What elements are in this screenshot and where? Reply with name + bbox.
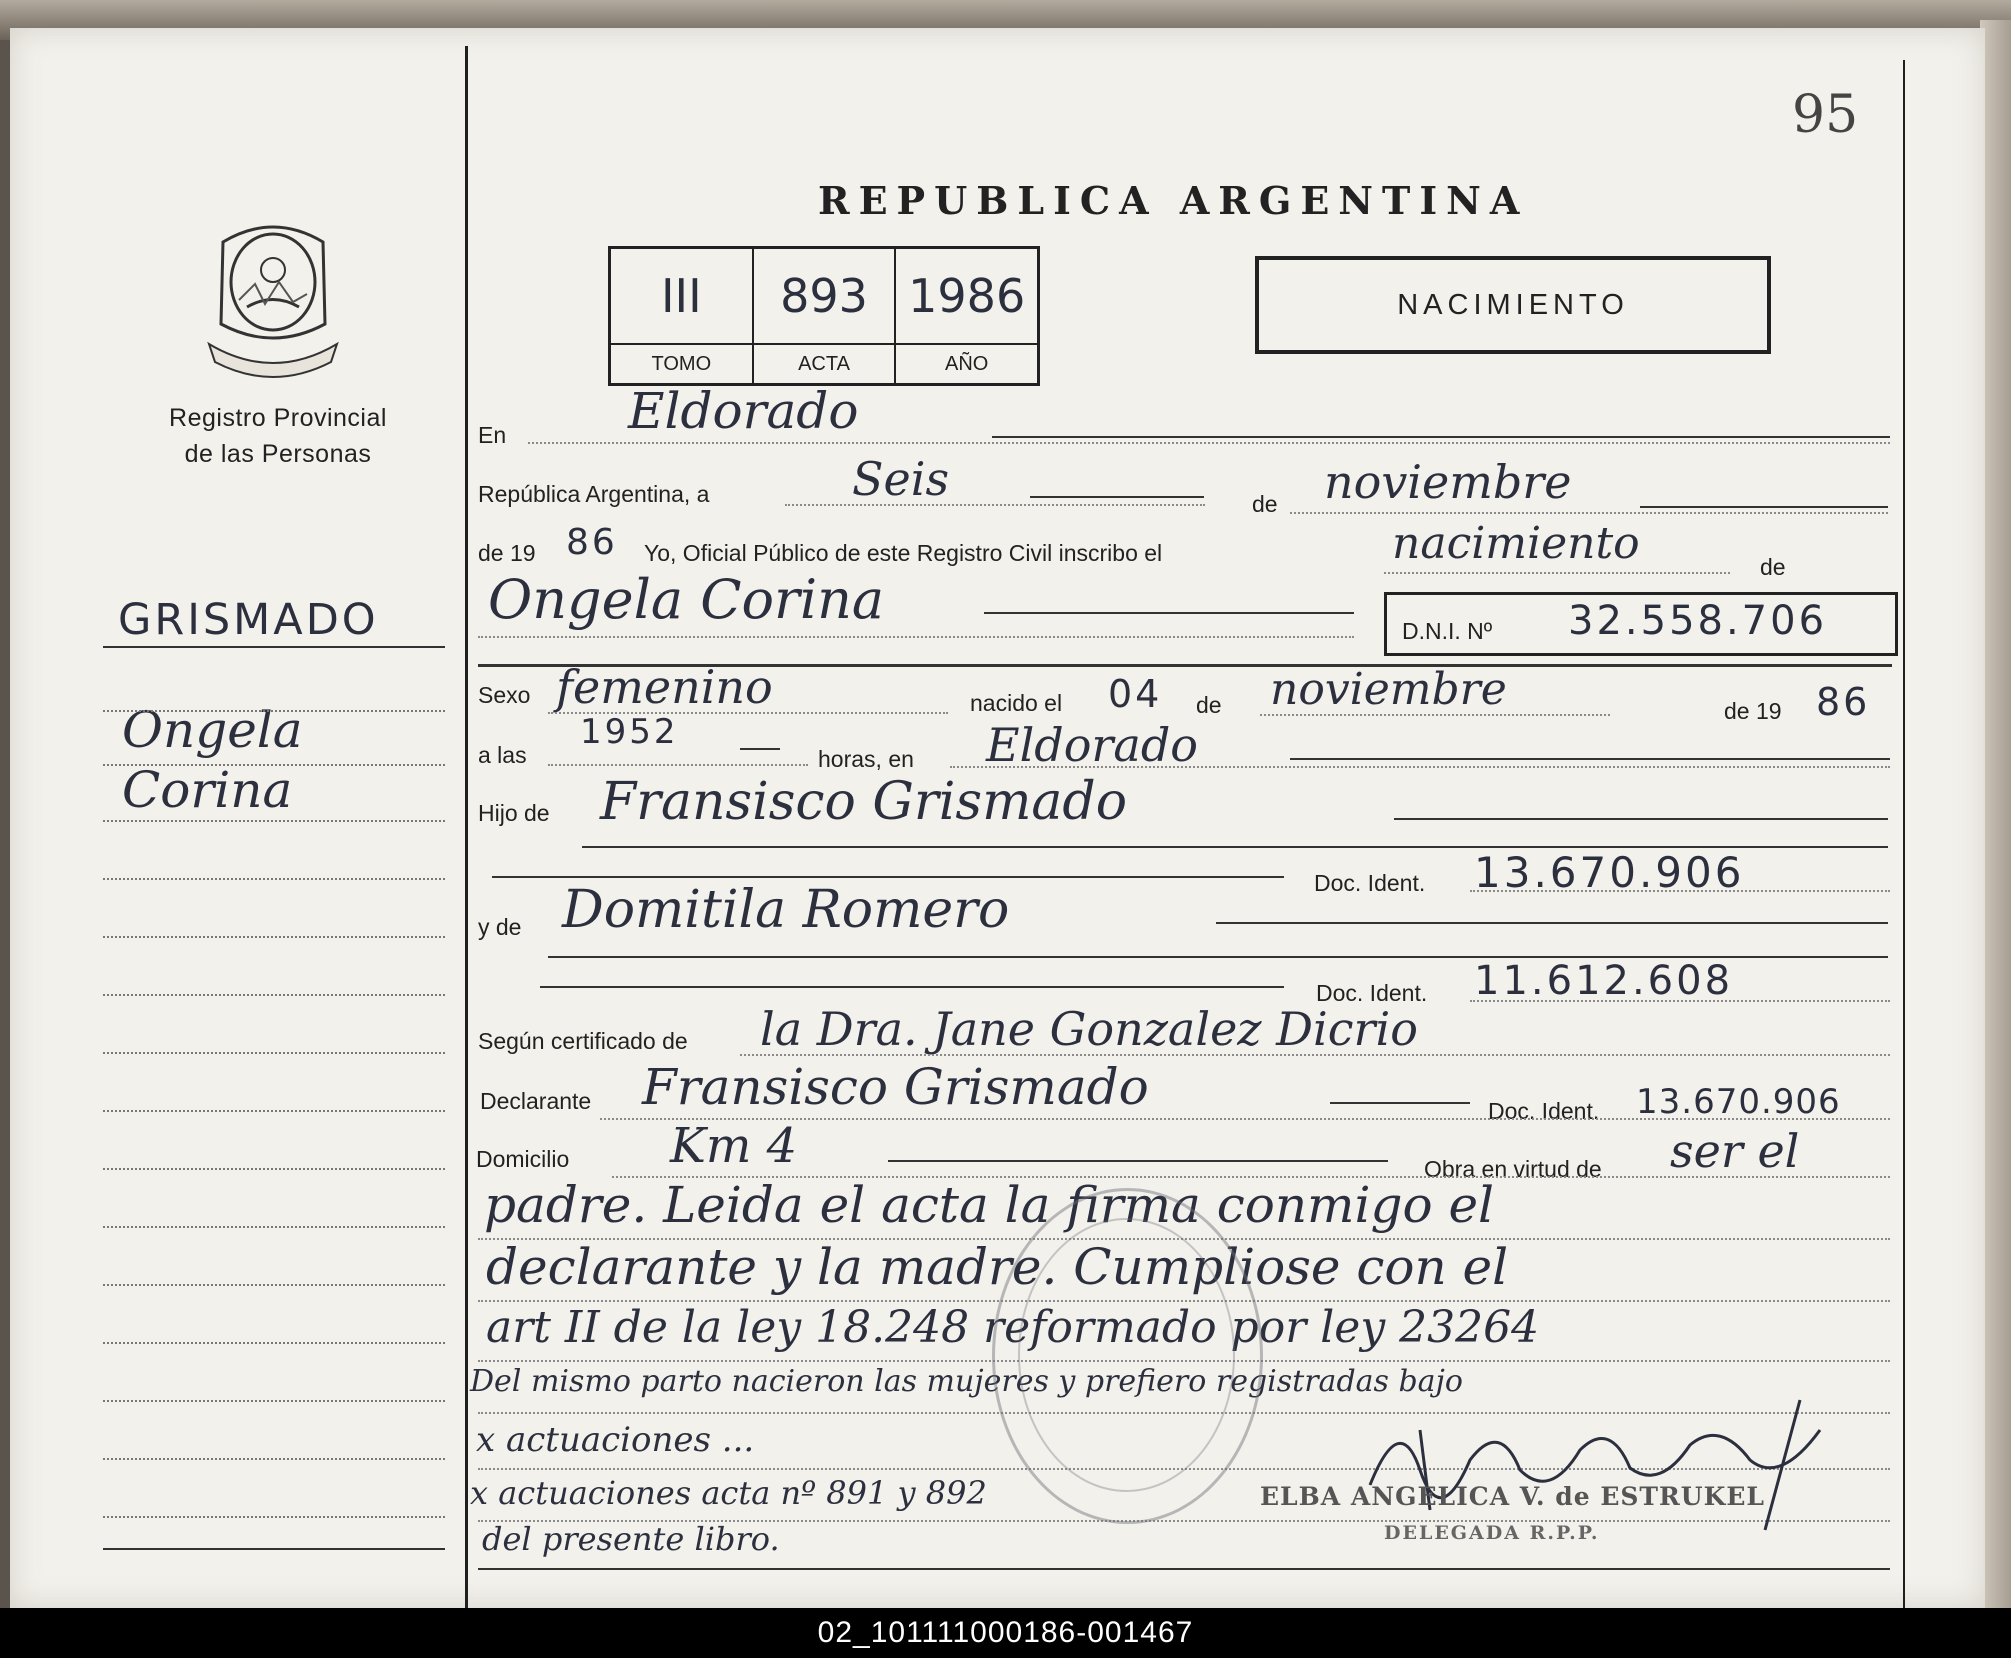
birth-place-dotted xyxy=(950,766,1890,768)
de19-label: de 19 xyxy=(478,540,536,566)
birth-month-dotted xyxy=(1260,714,1610,716)
hijo-label: Hijo de xyxy=(478,800,550,826)
horas-label: horas, en xyxy=(818,746,914,772)
stub-given-name-line-1: Ongela xyxy=(122,701,303,759)
ano-cell xyxy=(896,249,1037,383)
month-underline xyxy=(1640,506,1888,508)
address-value: Km 4 xyxy=(670,1118,798,1174)
note-line-3: art II de la ley 18.248 reformado por ley 23264 xyxy=(486,1302,1540,1353)
stub-dotted-line xyxy=(103,1516,445,1518)
birth-time-dotted xyxy=(548,764,808,766)
de-label: de xyxy=(1252,491,1278,517)
oficial-text: Yo, Oficial Público de este Registro Civil inscribo el xyxy=(644,540,1163,566)
de19-label-2: de 19 xyxy=(1724,698,1782,724)
tomo-cell xyxy=(611,249,754,383)
place-value: Eldorado xyxy=(628,382,859,440)
place-dotted xyxy=(528,442,1890,444)
sex-value: femenino xyxy=(556,660,773,714)
stub-dotted-line xyxy=(103,764,445,766)
day-words-value: Seis xyxy=(852,452,950,506)
page-number: 95 xyxy=(1792,85,1859,145)
stub-surname-line xyxy=(103,646,445,648)
stub-dotted-line xyxy=(103,1226,445,1228)
de-label-3: de xyxy=(1196,692,1222,718)
birth-month-value: noviembre xyxy=(1270,664,1507,715)
stub-dotted-line xyxy=(103,710,445,712)
form-bottom-line xyxy=(478,1568,1890,1570)
father-doc-dotted xyxy=(1470,890,1890,892)
tomo-value: III xyxy=(660,269,702,323)
stub-dotted-line xyxy=(103,1284,445,1286)
note-line-2: declarante y la madre. Cumpliose con el xyxy=(486,1238,1509,1296)
full-name-value: Ongela Corina xyxy=(488,568,885,631)
dni-label: D.N.I. Nº xyxy=(1402,618,1493,644)
official-signature xyxy=(1360,1390,1840,1540)
de-label-2: de xyxy=(1760,554,1786,580)
stub-dotted-line xyxy=(103,820,445,822)
full-name-dotted xyxy=(478,636,1354,638)
birth-time-underline xyxy=(740,748,780,750)
mother-value: Domitila Romero xyxy=(562,880,1010,940)
stub-surname: GRISMADO xyxy=(118,595,379,645)
note-line-5: x actuaciones ... xyxy=(476,1420,755,1460)
mother-extra-line xyxy=(540,986,1284,988)
sexo-label: Sexo xyxy=(478,682,531,708)
father-value: Fransisco Grismado xyxy=(600,772,1128,832)
father-doc-value: 13.670.906 xyxy=(1474,848,1745,897)
month-words-value: noviembre xyxy=(1324,455,1572,509)
mother-doc-value: 11.612.608 xyxy=(1474,958,1734,1004)
day-underline xyxy=(1030,496,1204,498)
stub-dotted-line xyxy=(103,936,445,938)
stub-dotted-line xyxy=(103,1400,445,1402)
republica-label: República Argentina, a xyxy=(478,481,710,507)
stub-dotted-line xyxy=(103,1110,445,1112)
note-line-6: x actuaciones acta nº 891 y 892 xyxy=(470,1474,987,1512)
acta-value: 893 xyxy=(780,269,868,323)
domicilio-label: Domicilio xyxy=(476,1146,570,1172)
address-underline xyxy=(888,1160,1388,1162)
place-underline xyxy=(992,436,1890,438)
stub-given-name xyxy=(122,700,422,820)
record-type-box: NACIMIENTO xyxy=(1255,256,1771,354)
full-name-underline xyxy=(984,612,1354,614)
certifier-dotted xyxy=(740,1054,1890,1056)
registry-line-2: de las Personas xyxy=(184,440,372,468)
year-suffix-value: 86 xyxy=(566,522,618,563)
stub-bottom-line xyxy=(103,1548,445,1550)
registry-name xyxy=(108,400,448,472)
mother-underline xyxy=(1216,922,1888,924)
obra-value: ser el xyxy=(1670,1124,1800,1178)
stub-dotted-line xyxy=(103,1342,445,1344)
ano-label: AÑO xyxy=(896,343,1037,383)
note-line-7: del presente libro. xyxy=(482,1520,780,1558)
doc-ident-label-2: Doc. Ident. xyxy=(1316,980,1428,1006)
declarant-value: Fransisco Grismado xyxy=(642,1058,1149,1116)
doc-ident-label-1: Doc. Ident. xyxy=(1314,870,1426,896)
stub-dotted-line xyxy=(103,878,445,880)
father-extra-line xyxy=(492,876,1284,878)
birth-place-underline xyxy=(1290,758,1890,760)
certifier-value: la Dra. Jane Gonzalez Dicrio xyxy=(760,1002,1418,1056)
certificado-label: Según certificado de xyxy=(478,1028,688,1054)
declarant-underline xyxy=(1330,1102,1470,1104)
birth-place-value: Eldorado xyxy=(986,718,1198,772)
father-underline xyxy=(1394,818,1888,820)
declarante-label: Declarante xyxy=(480,1088,592,1114)
day-dotted xyxy=(785,504,1205,506)
ano-value: 1986 xyxy=(908,269,1026,323)
birth-time-value: 1952 xyxy=(580,712,679,752)
registry-reference-table xyxy=(608,246,1040,386)
nacido-label: nacido el xyxy=(970,690,1063,716)
birth-day-value: 04 xyxy=(1108,672,1163,716)
act-kind-dotted xyxy=(1384,572,1730,574)
en-label: En xyxy=(478,422,507,448)
stub-dotted-line xyxy=(103,1168,445,1170)
official-role: DELEGADA R.P.P. xyxy=(1384,1522,1600,1544)
stub-dotted-line xyxy=(103,1052,445,1054)
provincial-seal-icon xyxy=(203,212,343,380)
acta-label: ACTA xyxy=(754,343,895,383)
declarant-doc-value: 13.670.906 xyxy=(1636,1082,1841,1122)
image-caption: 02_101111000186-001467 xyxy=(0,1608,2011,1658)
doc-ident-label-3: Doc. Ident. xyxy=(1488,1098,1600,1124)
dni-value: 32.558.706 xyxy=(1568,598,1828,644)
acta-cell xyxy=(754,249,897,383)
y-de-label: y de xyxy=(478,914,522,940)
stub-divider xyxy=(465,46,468,1608)
stub-dotted-line xyxy=(103,994,445,996)
stub-dotted-line xyxy=(103,1458,445,1460)
registry-line-1: Registro Provincial xyxy=(169,404,387,432)
obra-label: Obra en virtud de xyxy=(1424,1156,1602,1182)
month-dotted xyxy=(1290,512,1888,514)
right-margin-rule xyxy=(1903,60,1905,1608)
country-title: REPUBLICA ARGENTINA xyxy=(818,178,1529,223)
mother-doc-dotted xyxy=(1470,1000,1890,1002)
note-line-1: padre. Leida el acta la firma conmigo el xyxy=(484,1176,1495,1234)
stub-given-name-line-2: Corina xyxy=(122,761,293,819)
a-las-label: a las xyxy=(478,742,527,768)
act-kind-value: nacimiento xyxy=(1392,518,1640,569)
official-name: ELBA ANGELICA V. de ESTRUKEL xyxy=(1260,1482,1765,1511)
official-stamp-inner xyxy=(1018,1218,1235,1492)
tomo-label: TOMO xyxy=(611,343,752,383)
note-line-4: Del mismo parto nacieron las mujeres y prefiero registradas bajo xyxy=(470,1364,1463,1399)
birth-year-value: 86 xyxy=(1816,680,1871,724)
